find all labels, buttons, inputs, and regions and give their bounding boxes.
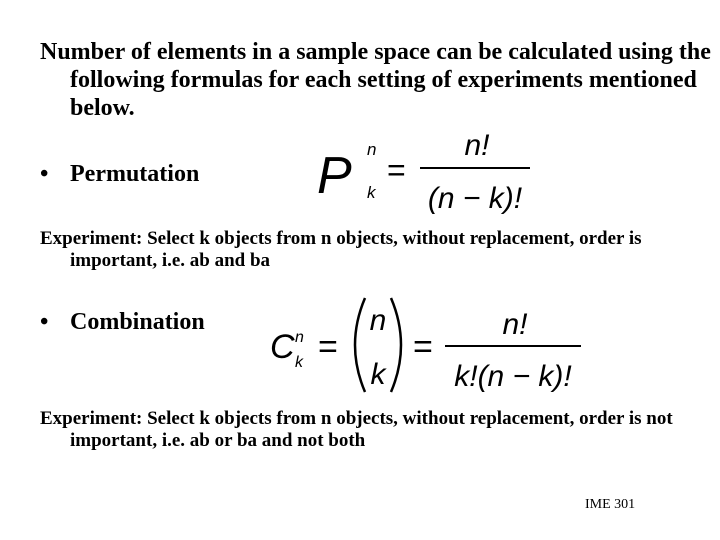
permutation-equals: = bbox=[387, 152, 406, 188]
permutation-experiment-text: Experiment: Select k objects from n objects, without replacement, order is important, i.e. ab and ba bbox=[40, 228, 642, 271]
bullet-marker: • bbox=[40, 161, 49, 187]
binomial-right-paren bbox=[391, 298, 401, 392]
permutation-bullet bbox=[40, 160, 199, 188]
intro-text: Number of elements in a sample space can be calculated using the following formulas for each setting of experiments mentioned below. bbox=[40, 39, 711, 121]
permutation-subscript: k bbox=[367, 183, 376, 202]
bullet-marker: • bbox=[40, 309, 49, 335]
permutation-label: Permutation bbox=[70, 161, 200, 187]
combination-equals-1: = bbox=[318, 328, 338, 366]
combination-bullet bbox=[40, 308, 205, 336]
combination-denominator: k!(n − k)! bbox=[454, 360, 572, 393]
binomial-left-paren bbox=[355, 298, 365, 392]
combination-superscript: n bbox=[295, 329, 304, 346]
binomial-bottom: k bbox=[370, 358, 386, 391]
permutation-formula bbox=[312, 125, 542, 225]
combination-numerator: n! bbox=[502, 308, 528, 341]
binomial-top: n bbox=[369, 304, 387, 337]
permutation-numerator: n! bbox=[464, 129, 490, 162]
combination-equals-2: = bbox=[413, 328, 433, 366]
permutation-denominator: (n − k)! bbox=[427, 182, 523, 215]
combination-experiment-text: Experiment: Select k objects from n objects, without replacement, order is not important, i.e. ab or ba and not both bbox=[40, 408, 673, 451]
combination-subscript: k bbox=[295, 354, 303, 371]
permutation-superscript: n bbox=[367, 140, 377, 159]
combination-symbol: C bbox=[270, 328, 295, 366]
footer-label: IME 301 bbox=[585, 497, 636, 512]
combination-label: Combination bbox=[70, 309, 205, 335]
permutation-symbol: P bbox=[317, 147, 352, 205]
combination-formula bbox=[265, 290, 585, 400]
